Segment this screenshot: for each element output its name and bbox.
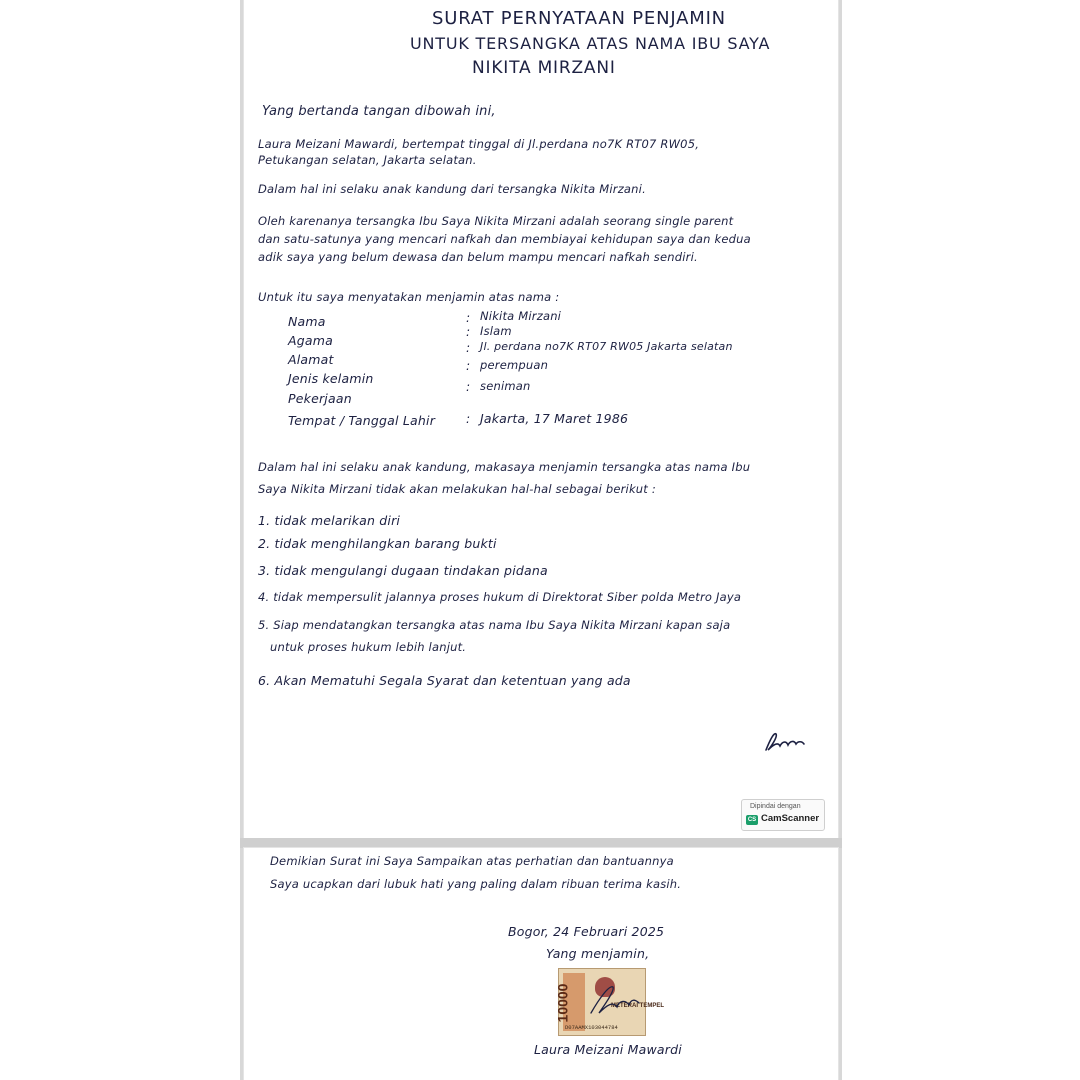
field-value-alamat: Jl. perdana no7K RT07 RW05 Jakarta selatan — [480, 340, 733, 353]
document-title-line-2: UNTUK TERSANGKA ATAS NAMA IBU SAYA — [410, 34, 771, 53]
commitment-item-4: 4. tidak mempersulit jalannya proses hukum di Direktorat Siber polda Metro Jaya — [258, 590, 742, 604]
field-colon: : — [466, 379, 471, 394]
place-date: Bogor, 24 Februari 2025 — [508, 924, 665, 939]
camscanner-name: CamScanner — [761, 813, 820, 824]
commitment-item-2: 2. tidak menghilangkan barang bukti — [258, 536, 497, 551]
reason-line-3: adik saya yang belum dewasa dan belum mampu mencari nafkah sendiri. — [258, 250, 698, 264]
signer-name: Laura Meizani Mawardi — [534, 1042, 682, 1057]
commitment-item-1: 1. tidak melarikan diri — [258, 513, 401, 528]
guarantee-intro: Untuk itu saya menyatakan menjamin atas nama : — [258, 290, 560, 304]
field-label-jenis-kelamin: Jenis kelamin — [288, 371, 374, 386]
closing-line-1: Demikian Surat ini Saya Sampaikan atas perhatian dan bantuannya — [270, 854, 674, 868]
page-separator — [240, 838, 842, 848]
stamp-word: METERAI TEMPEL — [611, 1003, 665, 1009]
field-colon: : — [466, 324, 471, 339]
greeting: Yang bertanda tangan dibowah ini, — [262, 104, 496, 119]
document-title-line-3: NIKITA MIRZANI — [472, 58, 616, 78]
commitment-item-5: 5. Siap mendatangkan tersangka atas nama Ibu Saya Nikita Mirzani kapan saja — [258, 618, 731, 632]
stamp-value: 10000 — [554, 983, 571, 1023]
commitment-item-6: 6. Akan Mematuhi Segala Syarat dan ketentuan yang ada — [258, 673, 631, 688]
commitment-intro-line-2: Saya Nikita Mirzani tidak akan melakukan hal-hal sebagai berikut : — [258, 482, 656, 496]
commitment-item-5-continuation: untuk proses hukum lebih lanjut. — [270, 640, 467, 654]
reason-line-2: dan satu-satunya yang mencari nafkah dan membiayai kehidupan saya dan kedua — [258, 232, 751, 246]
field-value-jenis-kelamin: perempuan — [480, 358, 549, 372]
field-label-nama: Nama — [288, 314, 326, 329]
identity-line-1: Laura Meizani Mawardi, bertempat tinggal di Jl.perdana no7K RT07 RW05, — [258, 137, 700, 151]
meterai-stamp — [554, 968, 665, 1036]
commitment-intro-line-1: Dalam hal ini selaku anak kandung, makasaya menjamin tersangka atas nama Ibu — [258, 460, 751, 474]
reason-line-1: Oleh karenanya tersangka Ibu Saya Nikita Mirzani adalah seorang single parent — [258, 214, 734, 228]
field-value-nama: Nikita Mirzani — [480, 309, 562, 323]
field-value-tempat-tanggal-lahir: Jakarta, 17 Maret 1986 — [480, 411, 629, 426]
relation-statement: Dalam hal ini selaku anak kandung dari tersangka Nikita Mirzani. — [258, 182, 646, 196]
guarantor-label: Yang menjamin, — [546, 946, 650, 961]
camscanner-caption: Dipindai dengan — [750, 803, 801, 810]
field-label-pekerjaan: Pekerjaan — [288, 391, 352, 406]
field-colon: : — [466, 411, 471, 426]
closing-line-2: Saya ucapkan dari lubuk hati yang paling dalam ribuan terima kasih. — [270, 877, 682, 891]
field-colon: : — [466, 340, 471, 355]
initials-signature — [760, 728, 808, 754]
camscanner-badge — [741, 799, 825, 831]
page-right-border — [838, 0, 842, 1080]
commitment-item-3: 3. tidak mengulangi dugaan tindakan pidana — [258, 563, 548, 578]
field-value-agama: Islam — [480, 324, 512, 338]
stamp-serial: D07AAMX103044784 — [565, 1024, 618, 1031]
field-value-pekerjaan: seniman — [480, 379, 531, 393]
field-colon: : — [466, 358, 471, 373]
document-title-line-1: SURAT PERNYATAAN PENJAMIN — [432, 8, 726, 29]
field-label-agama: Agama — [288, 333, 333, 348]
signature-over-stamp — [587, 979, 643, 1019]
field-label-alamat: Alamat — [288, 352, 334, 367]
identity-line-2: Petukangan selatan, Jakarta selatan. — [258, 153, 477, 167]
camscanner-logo-icon: CS — [747, 817, 757, 823]
field-label-tempat-tanggal-lahir: Tempat / Tanggal Lahir — [288, 413, 436, 428]
field-colon: : — [466, 310, 471, 325]
